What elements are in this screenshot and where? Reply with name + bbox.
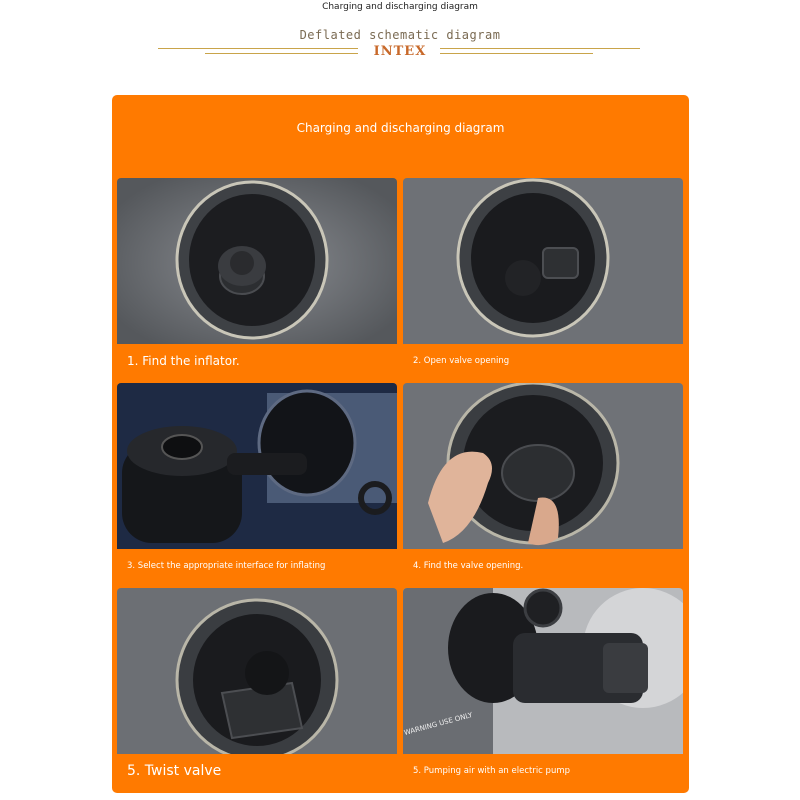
step-label-3: 3. Select the appropriate interface for inflating [117,549,397,583]
electric-pump-attached-photo [117,383,397,549]
hand-on-valve-photo [403,383,683,549]
photo-warning-text: WARNING USE ONLY [403,711,474,737]
valve-open-photo [403,178,683,348]
instruction-panel [112,95,689,793]
step-card-4 [403,383,683,583]
subtitle: Deflated schematic diagram [299,28,501,42]
step-label-6: 5. Pumping air with an electric pump [403,754,683,788]
valve-closed-cap-photo [117,178,397,348]
step-label-5: 5. Twist valve [117,754,397,788]
step-card-6 [403,588,683,788]
step-card-2 [403,178,683,378]
valve-twist-photo [117,588,397,758]
panel-header: Charging and discharging diagram [296,121,505,135]
step-label-1: 1. Find the inflator. [117,344,397,378]
step-card-3 [117,383,397,583]
step-label-4: 4. Find the valve opening. [403,549,683,583]
step-card-5 [117,588,397,788]
top-caption: Charging and discharging diagram [322,2,478,12]
electric-pump-photo [403,588,683,758]
brand-name: INTEX [373,44,427,59]
step-card-1 [117,178,397,378]
step-label-2: 2. Open valve opening [403,344,683,378]
